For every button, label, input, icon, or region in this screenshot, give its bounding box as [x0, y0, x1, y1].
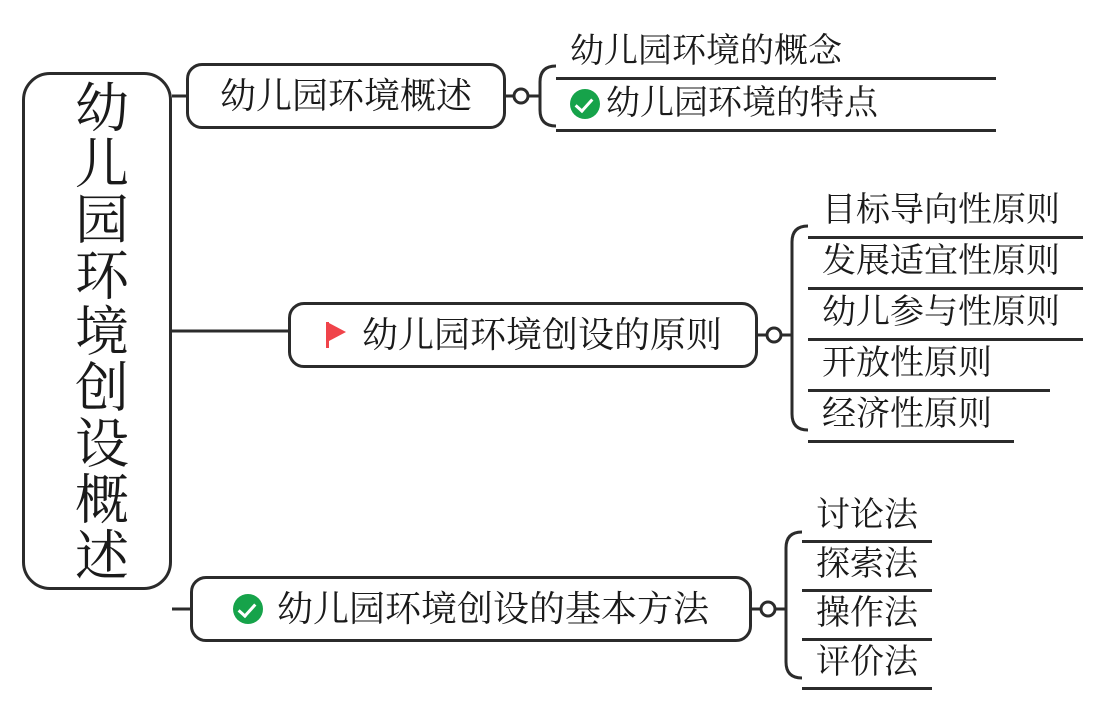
- leaf-node-1-1-label: 幼儿园环境的概念: [570, 32, 842, 70]
- leaf-node-3-3-label: 操作法: [816, 595, 918, 632]
- root-node[interactable]: [22, 72, 172, 590]
- leaf-node-3-1[interactable]: [802, 494, 932, 543]
- leaf-node-2-2-label: 发展适宜性原则: [822, 243, 1060, 280]
- leaf-node-2-5[interactable]: [808, 392, 1014, 443]
- leaf-node-3-2[interactable]: [802, 543, 932, 592]
- leaf-node-2-2[interactable]: [808, 239, 1083, 290]
- leaf-node-2-1[interactable]: [808, 188, 1083, 239]
- leaf-node-2-4-label: 开放性原则: [822, 345, 992, 382]
- branch-node-2-label: 幼儿园环境创设的原则: [361, 315, 722, 355]
- green-check-icon: [570, 89, 600, 119]
- leaf-node-2-3-label: 幼儿参与性原则: [822, 294, 1060, 331]
- branch-node-1[interactable]: [186, 63, 506, 129]
- leaf-node-1-1[interactable]: [556, 28, 996, 80]
- branch-node-1-label: 幼儿园环境概述: [219, 76, 472, 116]
- leaf-node-2-5-label: 经济性原则: [822, 396, 992, 433]
- leaf-node-3-1-label: 讨论法: [816, 497, 918, 534]
- leaf-node-3-3[interactable]: [802, 592, 932, 641]
- leaf-node-2-1-label: 目标导向性原则: [822, 192, 1060, 229]
- leaf-node-3-2-label: 探索法: [816, 546, 918, 583]
- red-flag-icon: [324, 320, 350, 350]
- branch-node-2[interactable]: [288, 302, 758, 368]
- leaf-node-2-4[interactable]: [808, 341, 1050, 392]
- leaf-node-3-4-label: 评价法: [816, 644, 918, 681]
- leaf-node-1-2[interactable]: [556, 80, 996, 132]
- leaf-node-2-3[interactable]: [808, 290, 1083, 341]
- branch-node-3[interactable]: [190, 576, 752, 642]
- green-check-icon: [233, 594, 263, 624]
- leaf-node-3-4[interactable]: [802, 641, 932, 690]
- branch-node-3-label: 幼儿园环境创设的基本方法: [276, 589, 709, 629]
- root-node-label: 幼儿园环境创设概述: [67, 79, 128, 583]
- leaf-node-1-2-label: 幼儿园环境的特点: [606, 84, 878, 122]
